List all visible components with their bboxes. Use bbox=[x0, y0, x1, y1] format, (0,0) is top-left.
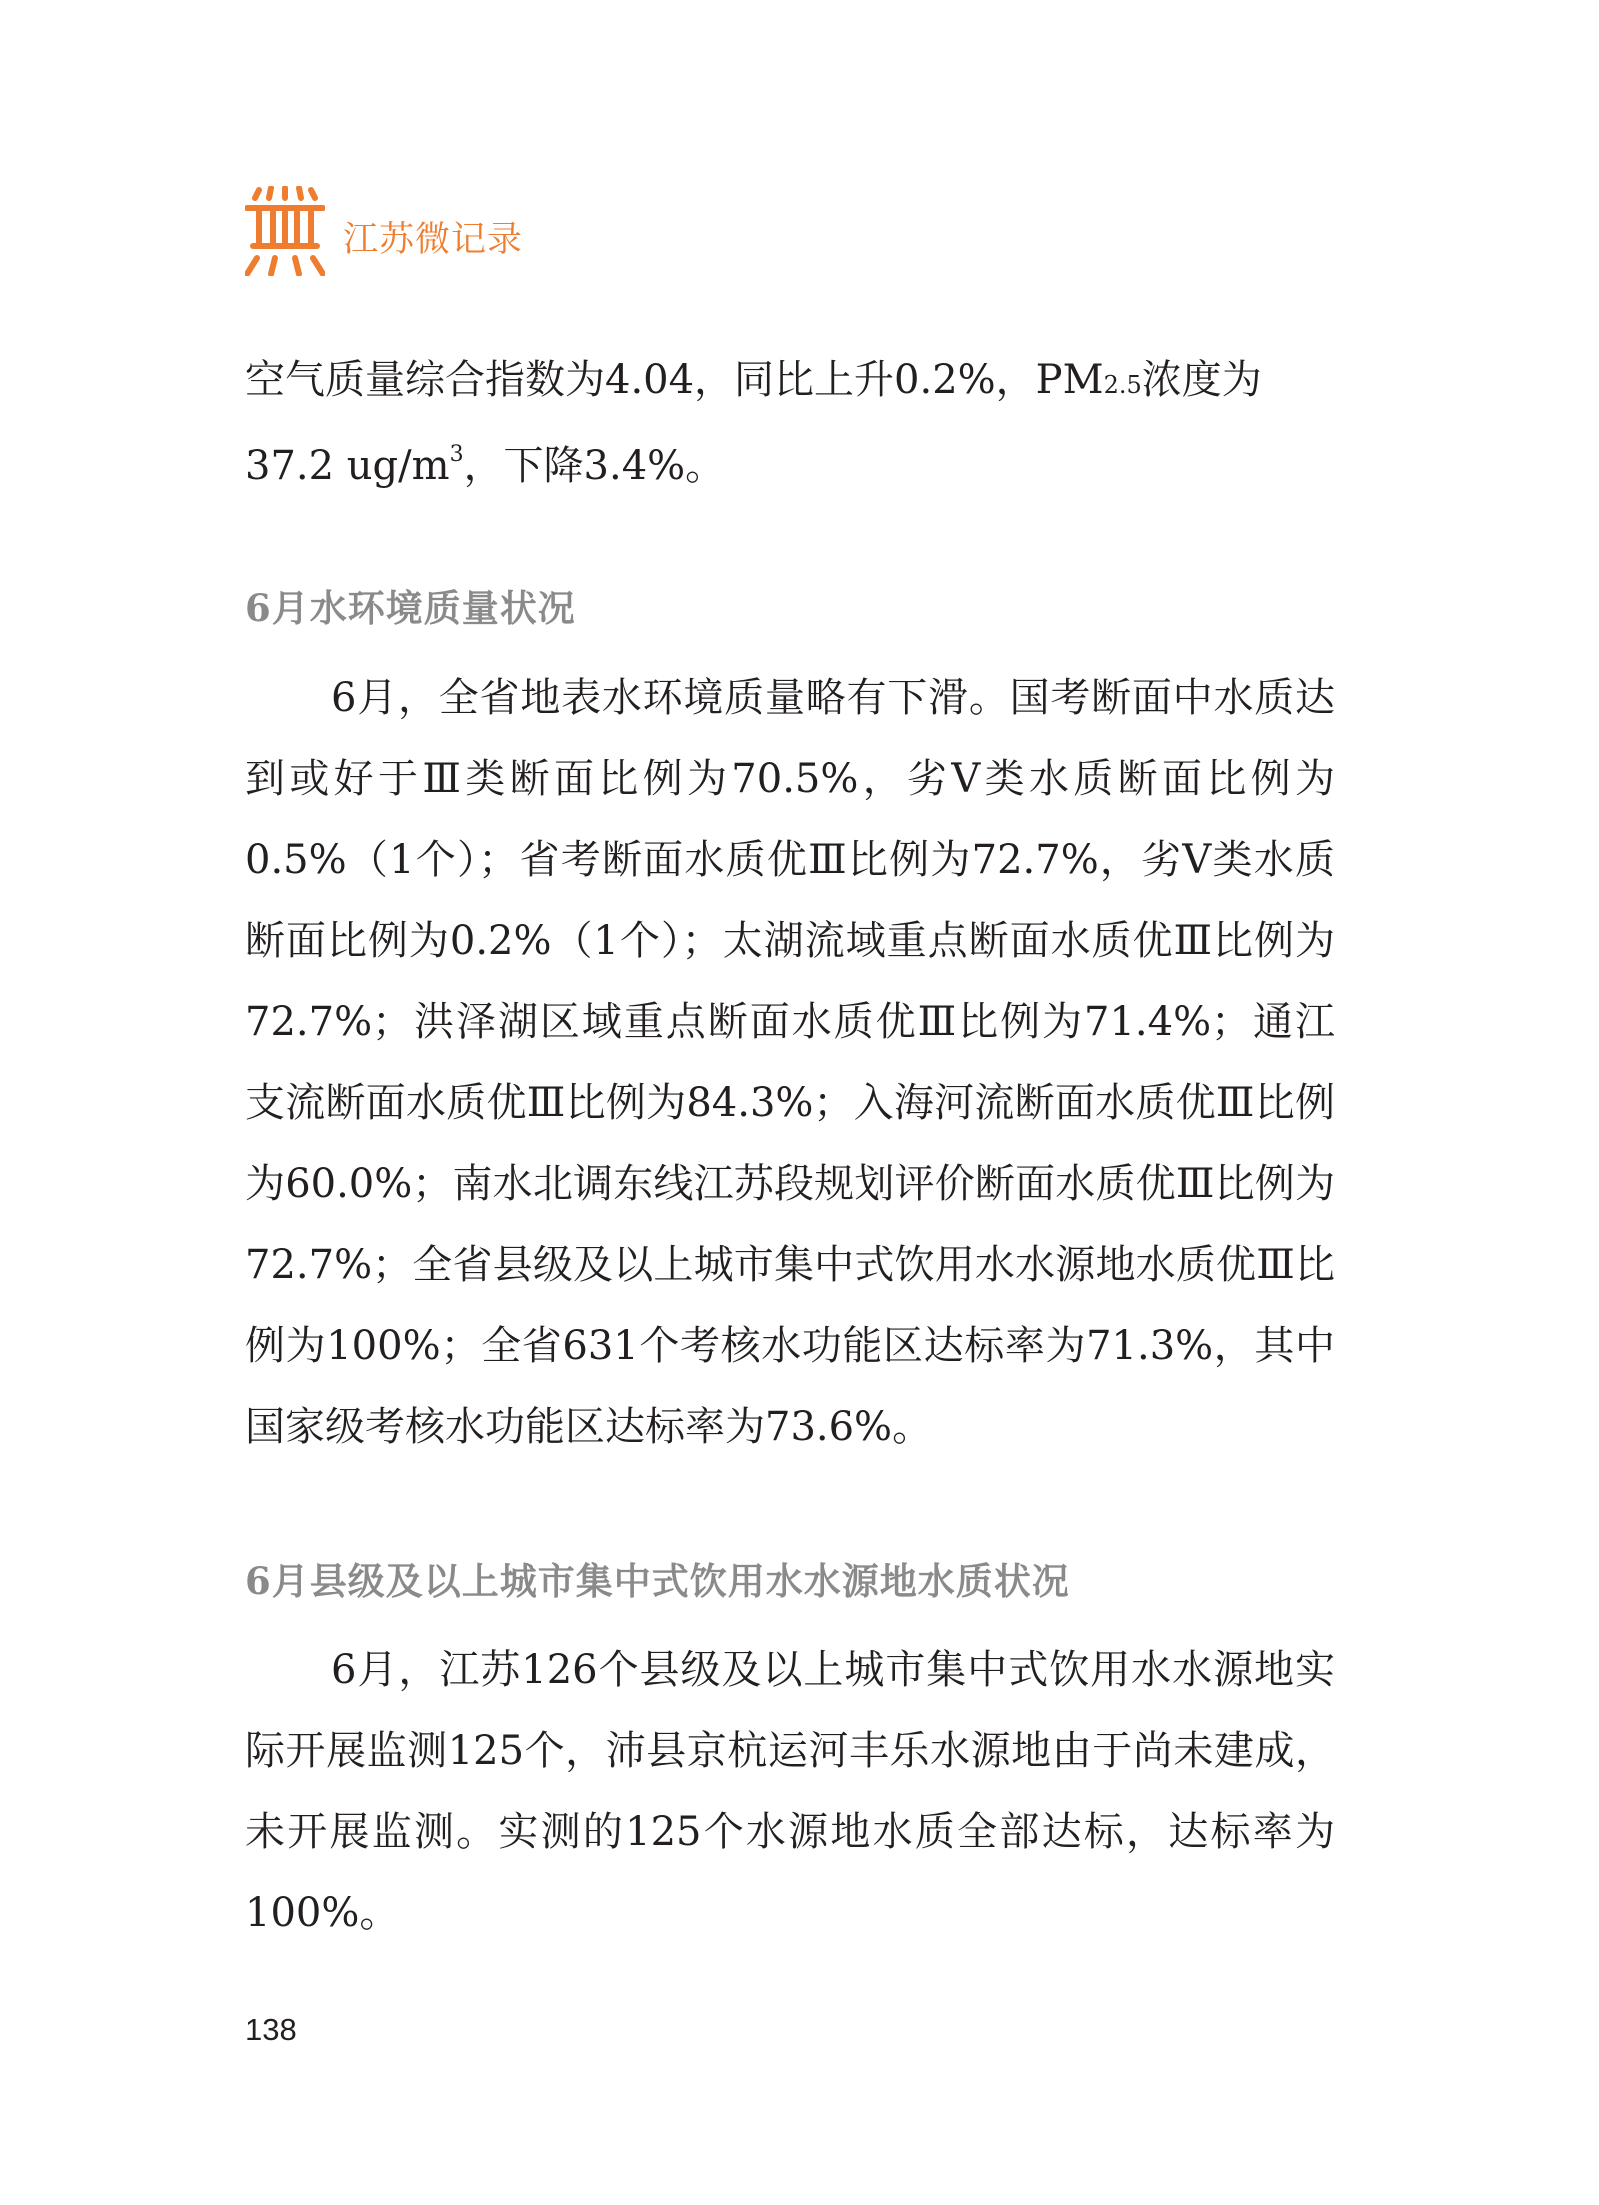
unit-superscript: 3 bbox=[449, 442, 464, 467]
pm-subscript: 2.5 bbox=[1103, 371, 1142, 399]
water-quality-paragraph: 6月，全省地表水环境质量略有下滑。国考断面中水质达到或好于Ⅲ类断面比例为70.5%，劣Ⅴ类水质断面比例为0.5%（1个）；省考断面水质优Ⅲ比例为72.7%，劣Ⅴ类水质断面比例为0.2%（1个）；太湖流域重点断面水质优Ⅲ比例为72.7%；洪泽湖区域重点断面水质优Ⅲ比例为71.4%；通江支流断面水质优Ⅲ比例为84.3%；入海河流断面水质优Ⅲ比例为60.0%；南水北调东线江苏段规划评价断面水质优Ⅲ比例为72.7%；全省县级及以上城市集中式饮用水水源地水质优Ⅲ比例为100%；全省631个考核水功能区达标率为71.3%，其中国家级考核水功能区达标率为73.6%。 bbox=[245, 675, 1335, 1450]
intro-line2-end: ，下降3.4%。 bbox=[463, 443, 726, 489]
intro-paragraph bbox=[245, 340, 1335, 507]
header-title: 江苏微记录 bbox=[343, 220, 524, 260]
section-heading-water-quality: 6月水环境质量状况 bbox=[245, 586, 576, 630]
drinking-water-paragraph: 6月，江苏126个县级及以上城市集中式饮用水水源地实际开展监测125个，沛县京杭运河丰乐水源地由于尚未建成，未开展监测。实测的125个水源地水质全部达标，达标率为100%。 bbox=[245, 1647, 1335, 1936]
intro-line1-end: 浓度为 bbox=[1141, 357, 1262, 403]
page-header bbox=[245, 186, 523, 276]
intro-line2-start: 37.2 ug/m bbox=[245, 443, 450, 489]
section-heading-drinking-water: 6月县级及以上城市集中式饮用水水源地水质状况 bbox=[245, 1559, 1070, 1603]
intro-line1-start: 空气质量综合指数为4.04，同比上升0.2%，PM bbox=[245, 357, 1104, 403]
logo-icon bbox=[245, 186, 325, 276]
page-number: 138 bbox=[245, 2012, 297, 2047]
